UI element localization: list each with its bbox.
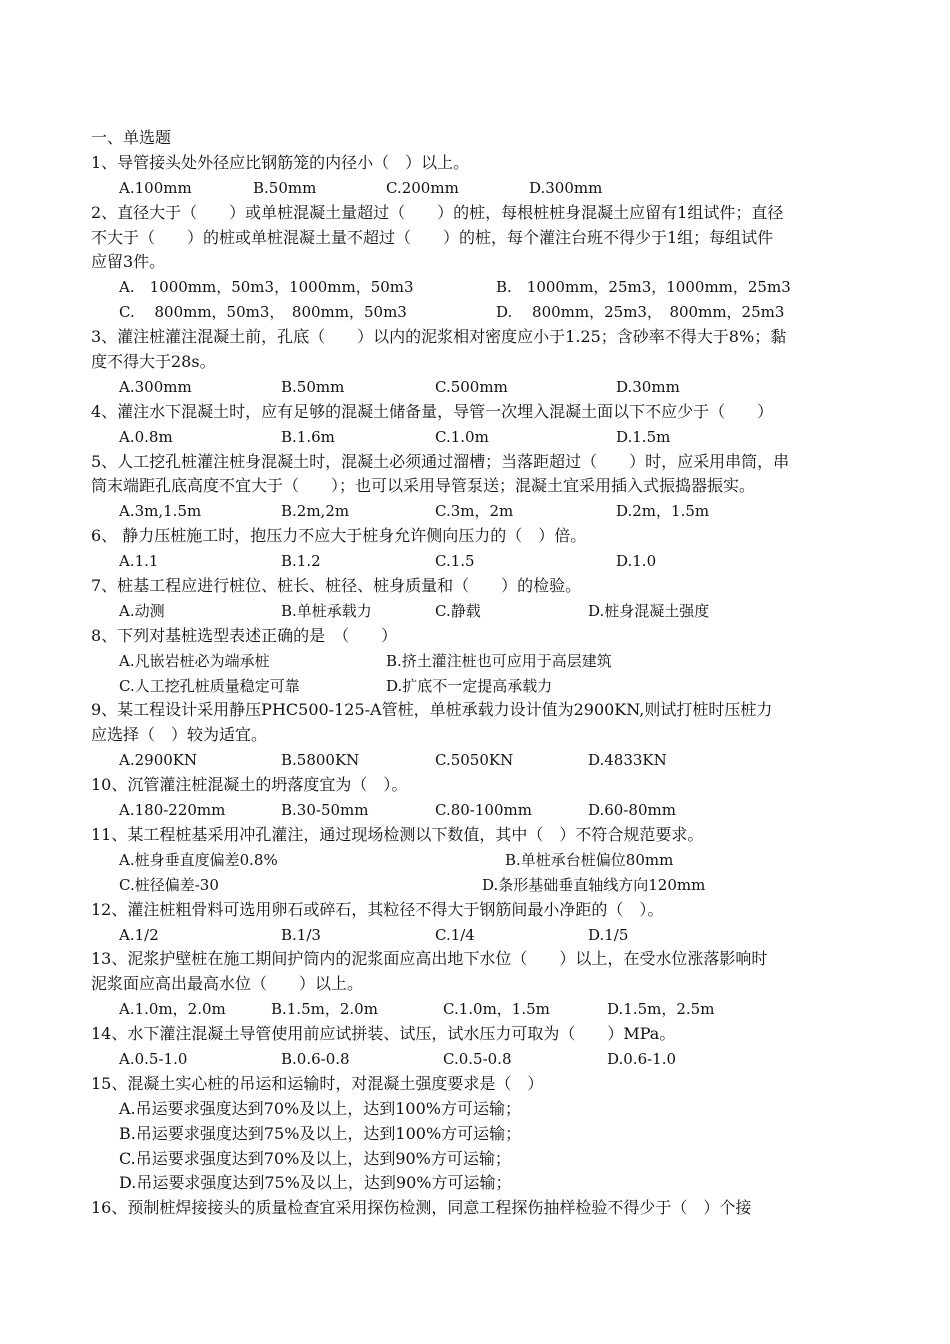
option-b: B. 1000mm，25m3，1000mm，25m3 [496, 278, 791, 297]
option-b: B.30-50mm [281, 801, 369, 820]
option-b: B.2m,2m [281, 502, 350, 521]
question-13-stem-line-2: 泥浆面应高出最高水位（ ）以上。 [91, 974, 364, 994]
option-d: D.桩身混凝土强度 [588, 601, 710, 620]
question-2-stem-line-1: 2、直径大于（ ）或单桩混凝土量超过（ ）的桩，每根桩桩身混凝土应留有1组试件；直径 [91, 202, 784, 222]
question-10-options [91, 798, 871, 823]
option-b: B.单桩承载力 [281, 601, 372, 620]
option-d: D.1.0 [616, 552, 657, 571]
question-1-options [91, 176, 871, 201]
question-4-stem: 4、灌注水下混凝土时，应有足够的混凝土储备量，导管一次埋入混凝土面以下不应少于（ ） [91, 401, 774, 421]
question-8-options-row-1 [91, 649, 871, 674]
option-b: B.50mm [253, 178, 317, 197]
option-a: A.1.1 [119, 552, 159, 571]
option-a: A.1.0m，2.0m [119, 1000, 226, 1019]
option-a: A.0.8m [119, 427, 173, 446]
option-b: B.1.2 [281, 552, 321, 571]
option-c: C.人工挖孔桩质量稳定可靠 [119, 676, 300, 695]
question-7-options [91, 599, 871, 624]
option-c: C.静载 [435, 601, 481, 620]
question-4-options [91, 425, 871, 450]
option-d: D.30mm [616, 377, 680, 396]
option-a: A.0.5-1.0 [119, 1049, 188, 1068]
option-d: D.1/5 [588, 925, 629, 944]
question-2-stem-line-2: 不大于（ ）的桩或单桩混凝土量不超过（ ）的桩，每个灌注台班不得少于1组；每组试件 [91, 227, 774, 247]
question-16-stem: 16、预制桩焊接接头的质量检查宜采用探伤检测，同意工程探伤抽样检验不得少于（ ）个接 [91, 1198, 752, 1218]
option-a: A.3m,1.5m [119, 502, 202, 521]
question-15-option-b: B.吊运要求强度达到75%及以上，达到100%方可运输； [119, 1123, 522, 1143]
option-c: C. 800mm，50m3， 800mm，50m3 [119, 303, 407, 322]
option-d: D.60-80mm [588, 801, 676, 820]
question-2-options-row-2 [91, 300, 871, 325]
question-6-stem: 6、 静力压桩施工时，抱压力不应大于桩身允许侧向压力的（ ）倍。 [91, 526, 587, 546]
question-15-option-d: D.吊运要求强度达到75%及以上，达到90%方可运输； [119, 1173, 512, 1193]
option-a: A.180-220mm [119, 801, 226, 820]
option-a: A.桩身垂直度偏差0.8% [119, 850, 278, 869]
question-3-options [91, 375, 871, 400]
question-5-stem-line-1: 5、人工挖孔桩灌注桩身混凝土时，混凝土必须通过溜槽；当落距超过（ ）时，应采用串筒，串 [91, 451, 790, 471]
option-d: D.1.5m [616, 427, 671, 446]
option-d: D.扩底不一定提高承载力 [386, 676, 553, 695]
question-14-stem: 14、水下灌注混凝土导管使用前应试拼装、试压，试水压力可取为（ ）MPa。 [91, 1024, 676, 1044]
question-8-options-row-2 [91, 674, 871, 699]
option-a: A.动测 [119, 601, 165, 620]
section-title: 一、单选题 [91, 128, 172, 147]
option-b: B.0.6-0.8 [281, 1049, 350, 1068]
option-c: C.1.0m [435, 427, 489, 446]
option-b: B.5800KN [281, 751, 360, 770]
question-7-stem: 7、桩基工程应进行桩位、桩长、桩径、桩身质量和（ ）的检验。 [91, 576, 582, 596]
option-a: A.凡嵌岩桩必为端承桩 [119, 651, 270, 670]
option-d: D. 800mm，25m3， 800mm，25m3 [496, 303, 785, 322]
question-11-options-row-1 [91, 848, 871, 873]
option-a: A. 1000mm，50m3，1000mm，50m3 [119, 278, 414, 297]
option-d: D.4833KN [588, 751, 667, 770]
option-d: D.2m，1.5m [616, 502, 710, 521]
question-5-options [91, 499, 871, 524]
option-d: D.1.5m，2.5m [607, 1000, 715, 1019]
option-c: C.0.5-0.8 [443, 1049, 512, 1068]
option-c: C.1.0m，1.5m [443, 1000, 550, 1019]
question-11-stem: 11、某工程桩基采用冲孔灌注，通过现场检测以下数值，其中（ ）不符合规范要求。 [91, 824, 704, 844]
question-3-stem-line-1: 3、灌注桩灌注混凝土前，孔底（ ）以内的泥浆相对密度应小于1.25；含砂率不得大于8%；黏 [91, 327, 787, 347]
question-11-options-row-2 [91, 873, 871, 898]
question-12-options [91, 923, 871, 948]
option-b: B.单桩承台桩偏位80mm [505, 850, 674, 869]
question-1-stem: 1、导管接头处外径应比钢筋笼的内径小（ ）以上。 [91, 152, 470, 172]
option-c: C.5050KN [435, 751, 514, 770]
option-d: D.条形基础垂直轴线方向120mm [482, 875, 706, 894]
question-9-stem-line-1: 9、某工程设计采用静压PHC500-125-A管桩，单桩承载力设计值为2900KN,则试打桩时压桩力 [91, 700, 773, 720]
question-9-options [91, 748, 871, 773]
option-b: B.1.5m，2.0m [271, 1000, 378, 1019]
option-a: A.100mm [119, 178, 192, 197]
question-5-stem-line-2: 筒末端距孔底高度不宜大于（ ）；也可以采用导管泵送；混凝土宜采用插入式振捣器振实。 [91, 476, 756, 496]
question-3-stem-line-2: 度不得大于28s。 [91, 352, 216, 372]
option-d: D.0.6-1.0 [607, 1049, 677, 1068]
option-b: B.挤土灌注桩也可应用于高层建筑 [386, 651, 612, 670]
option-a: A.1/2 [119, 925, 159, 944]
question-13-options [91, 997, 871, 1022]
question-15-option-c: C.吊运要求强度达到70%及以上，达到90%方可运输； [119, 1148, 511, 1168]
question-9-stem-line-2: 应选择（ ）较为适宜。 [91, 725, 268, 745]
option-a: A.300mm [119, 377, 192, 396]
question-14-options [91, 1047, 871, 1072]
option-b: B.50mm [281, 377, 345, 396]
question-6-options [91, 549, 871, 574]
option-c: C.3m，2m [435, 502, 514, 521]
question-15-stem: 15、混凝土实心桩的吊运和运输时，对混凝土强度要求是（ ） [91, 1073, 544, 1093]
option-c: C.500mm [435, 377, 508, 396]
option-c: C.200mm [386, 178, 459, 197]
question-2-options-row-1 [91, 275, 871, 300]
option-b: B.1/3 [281, 925, 321, 944]
option-c: C.80-100mm [435, 801, 532, 820]
question-8-stem: 8、下列对基桩选型表述正确的是 （ ） [91, 625, 398, 645]
option-d: D.300mm [529, 178, 603, 197]
option-a: A.2900KN [119, 751, 198, 770]
question-10-stem: 10、沉管灌注桩混凝土的坍落度宜为（ ）。 [91, 775, 408, 795]
exam-document [91, 126, 871, 1221]
option-c: C.1/4 [435, 925, 475, 944]
question-12-stem: 12、灌注桩粗骨料可选用卵石或碎石，其粒径不得大于钢筋间最小净距的（ ）。 [91, 899, 664, 919]
question-15-option-a: A.吊运要求强度达到70%及以上，达到100%方可运输； [119, 1098, 521, 1118]
option-c: C.1.5 [435, 552, 475, 571]
option-c: C.桩径偏差-30 [119, 875, 219, 894]
option-b: B.1.6m [281, 427, 335, 446]
question-2-stem-line-3: 应留3件。 [91, 252, 166, 272]
question-13-stem-line-1: 13、泥浆护壁桩在施工期间护筒内的泥浆面应高出地下水位（ ）以上，在受水位涨落影响时 [91, 949, 768, 969]
